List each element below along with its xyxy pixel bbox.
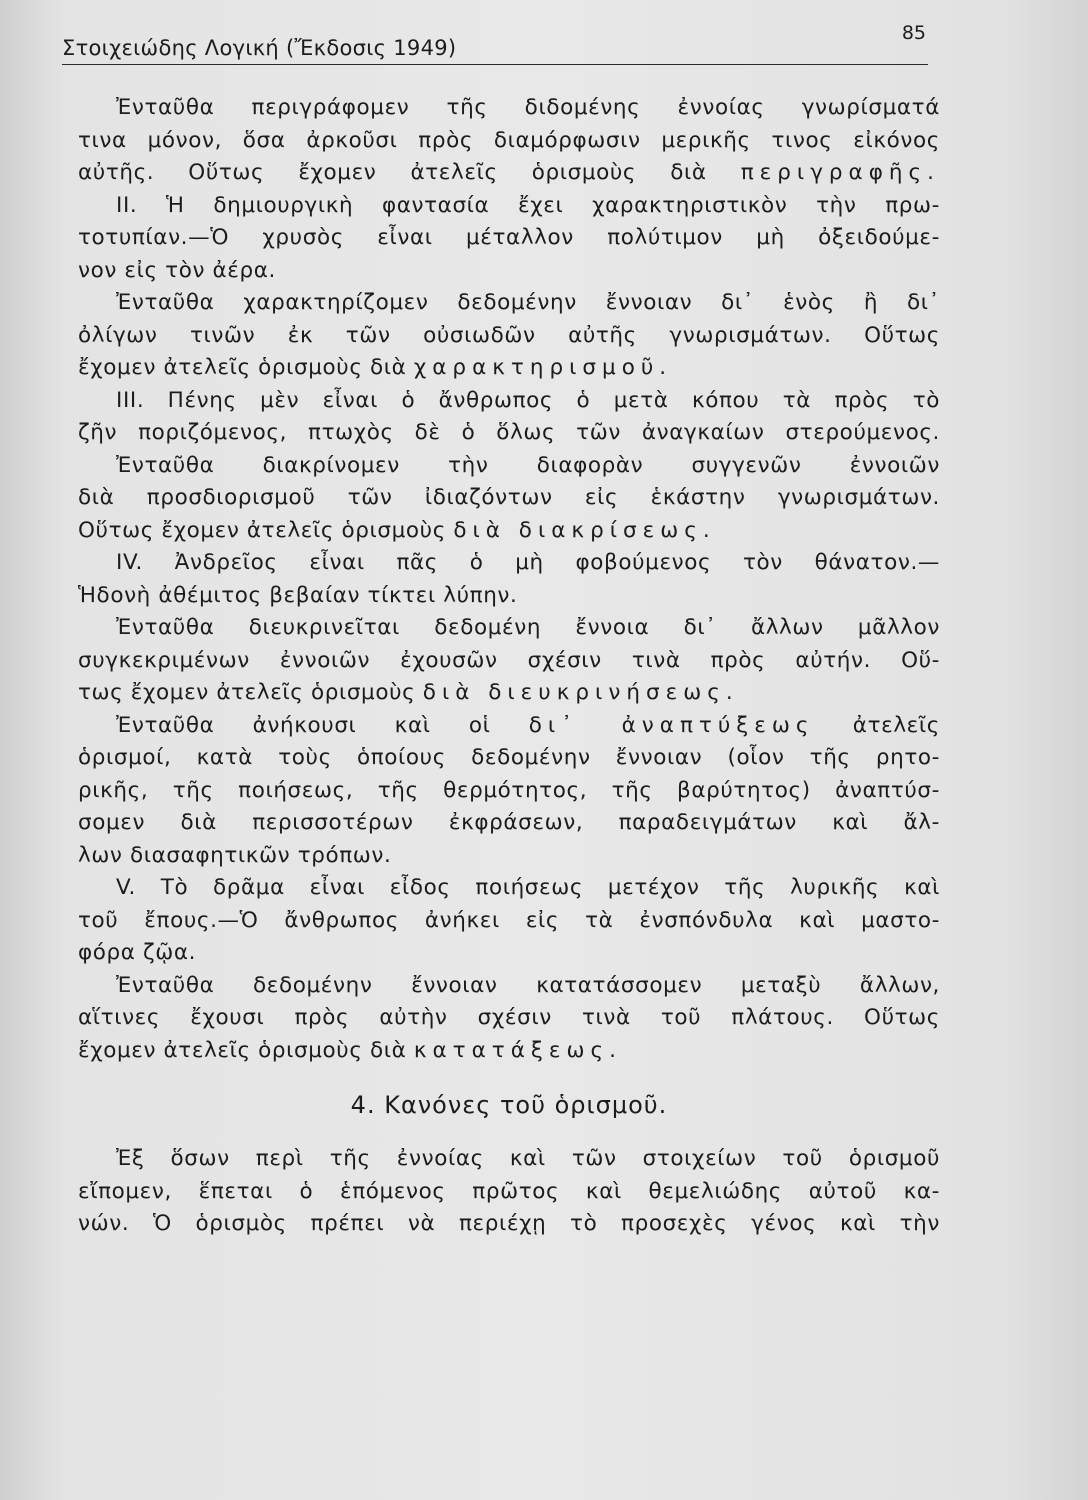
line-text: Ἐνταῦθα ἀνήκουσι καὶ οἱ bbox=[116, 712, 491, 738]
line-text: ὀλίγων τινῶν ἐκ τῶν οὐσιωδῶν αὐτῆς γνωρισμάτων. Οὕτως bbox=[78, 322, 940, 348]
line-text: Ἐνταῦθα διευκρινεῖται δεδομένη ἔννοια δι᾿ ἄλλων μᾶλλον bbox=[116, 615, 940, 640]
line-text: τοτυπίαν.—Ὁ χρυσὸς εἶναι μέταλλον πολύτιμον μὴ ὀξειδούμε- bbox=[78, 225, 940, 250]
line-text: τινα μόνον, ὅσα ἀρκοῦσι πρὸς διαμόρφωσιν μερικῆς τινος εἰκόνος bbox=[78, 127, 940, 153]
text-line bbox=[78, 125, 940, 158]
text-line bbox=[78, 580, 940, 613]
text-line bbox=[78, 872, 940, 905]
line-text: σομεν διὰ περισσοτέρων ἐκφράσεων, παραδειγμάτων καὶ ἄλ- bbox=[78, 810, 940, 835]
running-title: Στοιχειώδης Λογική (Ἔκδοσις 1949) bbox=[62, 36, 457, 60]
line-text: ζῆν ποριζόμενος, πτωχὸς δὲ ὁ ὅλως τῶν ἀναγκαίων στερούμενος. bbox=[78, 420, 940, 445]
line-text: IV. Ἀνδρεῖος εἶναι πᾶς ὁ μὴ φοβούμενος τὸν θάνατον.— bbox=[116, 550, 940, 575]
text-line bbox=[78, 190, 940, 223]
text-line bbox=[78, 807, 940, 840]
section-heading: 4. Κανόνες τοῦ ὁρισμοῦ. bbox=[350, 1091, 668, 1119]
line-text: διὰ προσδιορισμοῦ τῶν ἰδιαζόντων εἰς ἑκάστην γνωρισμάτων. bbox=[78, 485, 940, 510]
text-line bbox=[78, 450, 940, 483]
line-text: νών. Ὁ ὁρισμὸς πρέπει νὰ περιέχῃ τὸ προσεχὲς γένος καὶ τὴν bbox=[78, 1211, 940, 1236]
text-line bbox=[78, 1002, 940, 1035]
line-text: ὁρισμοί, κατὰ τοὺς ὁποίους δεδομένην ἔννοιαν (οἷον τῆς ρητο- bbox=[78, 745, 940, 770]
line-text: αὐτῆς. Οὕτως ἔχομεν ἀτελεῖς ὁρισμοὺς διὰ bbox=[78, 160, 707, 185]
page-number: 85 bbox=[901, 22, 926, 44]
line-text: τως ἔχομεν ἀτελεῖς ὁρισμοὺς bbox=[78, 680, 416, 705]
line-text: ἀτελεῖς bbox=[852, 712, 940, 738]
line-text: τοῦ ἔπους.—Ὁ ἄνθρωπος ἀνήκει εἰς τὰ ἐνσπόνδυλα καὶ μαστο- bbox=[78, 907, 940, 933]
line-text: II. Ἡ δημιουργικὴ φαντασία ἔχει χαρακτηριστικὸν τὴν πρω- bbox=[116, 192, 940, 218]
line-text: III. Πένης μὲν εἶναι ὁ ἄνθρωπος ὁ μετὰ κόπου τὰ πρὸς τὸ bbox=[116, 387, 940, 413]
text-line bbox=[78, 255, 940, 288]
text-line bbox=[78, 937, 940, 970]
text-line bbox=[78, 775, 940, 808]
spaced-term: διὰ διευκρινήσεως. bbox=[422, 680, 739, 705]
line-text: ἔχομεν ἀτελεῖς ὁρισμοὺς διὰ bbox=[78, 355, 407, 380]
text-line bbox=[78, 710, 940, 743]
line-text: V. Τὸ δρᾶμα εἶναι εἶδος ποιήσεως μετέχον τῆς λυρικῆς καὶ bbox=[116, 875, 940, 900]
line-text: Ἡδονὴ ἀθέμιτος βεβαίαν τίκτει λύπην. bbox=[78, 582, 518, 608]
text-line bbox=[78, 482, 940, 515]
text-line bbox=[78, 287, 940, 320]
text-line bbox=[78, 157, 940, 190]
text-line bbox=[78, 222, 940, 255]
line-text: Ἐνταῦθα χαρακτηρίζομεν δεδομένην ἔννοιαν δι᾿ ἑνὸς ἢ δι᾿ bbox=[116, 290, 940, 315]
text-line bbox=[78, 970, 940, 1003]
line-text: Ἐνταῦθα δεδομένην ἔννοιαν κατατάσσομεν μεταξὺ ἄλλων, bbox=[116, 972, 940, 998]
line-text: αἵτινες ἔχουσι πρὸς αὐτὴν σχέσιν τινὰ τοῦ πλάτους. Οὕτως bbox=[78, 1005, 940, 1030]
text-line bbox=[78, 515, 940, 548]
spaced-term: χαρακτηρισμοῦ. bbox=[413, 355, 673, 380]
line-text: νον εἰς τὸν ἀέρα. bbox=[78, 257, 276, 283]
text-line bbox=[78, 612, 940, 645]
text-line bbox=[78, 1035, 940, 1068]
text-line bbox=[78, 547, 940, 580]
text-line bbox=[78, 385, 940, 418]
line-text: Ἐνταῦθα διακρίνομεν τὴν διαφορὰν συγγενῶν ἐννοιῶν bbox=[116, 452, 940, 478]
spaced-term: δι᾿ ἀναπτύξεως bbox=[528, 712, 815, 738]
text-line bbox=[78, 1208, 940, 1241]
body-text bbox=[78, 92, 940, 1241]
line-text: ἔχομεν ἀτελεῖς ὁρισμοὺς διὰ bbox=[78, 1037, 407, 1063]
text-line bbox=[78, 320, 940, 353]
text-line bbox=[78, 645, 940, 678]
line-text: Οὕτως ἔχομεν ἀτελεῖς ὁρισμοὺς bbox=[78, 517, 446, 543]
text-line bbox=[78, 92, 940, 125]
spaced-term: κατατάξεως. bbox=[413, 1037, 622, 1063]
text-line bbox=[78, 417, 940, 450]
text-line bbox=[78, 1143, 940, 1176]
line-text: εἴπομεν, ἕπεται ὁ ἑπόμενος πρῶτος καὶ θεμελιώδης αὐτοῦ κα- bbox=[78, 1178, 940, 1204]
spaced-term: περιγραφῆς. bbox=[740, 160, 940, 185]
line-text: ρικῆς, τῆς ποιήσεως, τῆς θερμότητος, τῆς βαρύτητος) ἀναπτύσ- bbox=[78, 777, 940, 803]
line-text: Ἐξ ὅσων περὶ τῆς ἐννοίας καὶ τῶν στοιχείων τοῦ ὁρισμοῦ bbox=[116, 1146, 940, 1171]
line-text: Ἐνταῦθα περιγράφομεν τῆς διδομένης ἐννοίας γνωρίσματά bbox=[116, 95, 940, 120]
text-line bbox=[78, 1176, 940, 1209]
text-line bbox=[78, 840, 940, 873]
text-line bbox=[78, 742, 940, 775]
line-text: συγκεκριμένων ἐννοιῶν ἐχουσῶν σχέσιν τινὰ πρὸς αὐτήν. Οὕ- bbox=[78, 647, 940, 673]
spaced-term: διὰ διακρίσεως. bbox=[453, 517, 716, 543]
line-text: φόρα ζῷα. bbox=[78, 940, 197, 965]
text-line bbox=[78, 352, 940, 385]
line-text: λων διασαφητικῶν τρόπων. bbox=[78, 842, 392, 868]
text-line bbox=[78, 905, 940, 938]
running-header bbox=[62, 22, 928, 65]
text-line bbox=[78, 677, 940, 710]
